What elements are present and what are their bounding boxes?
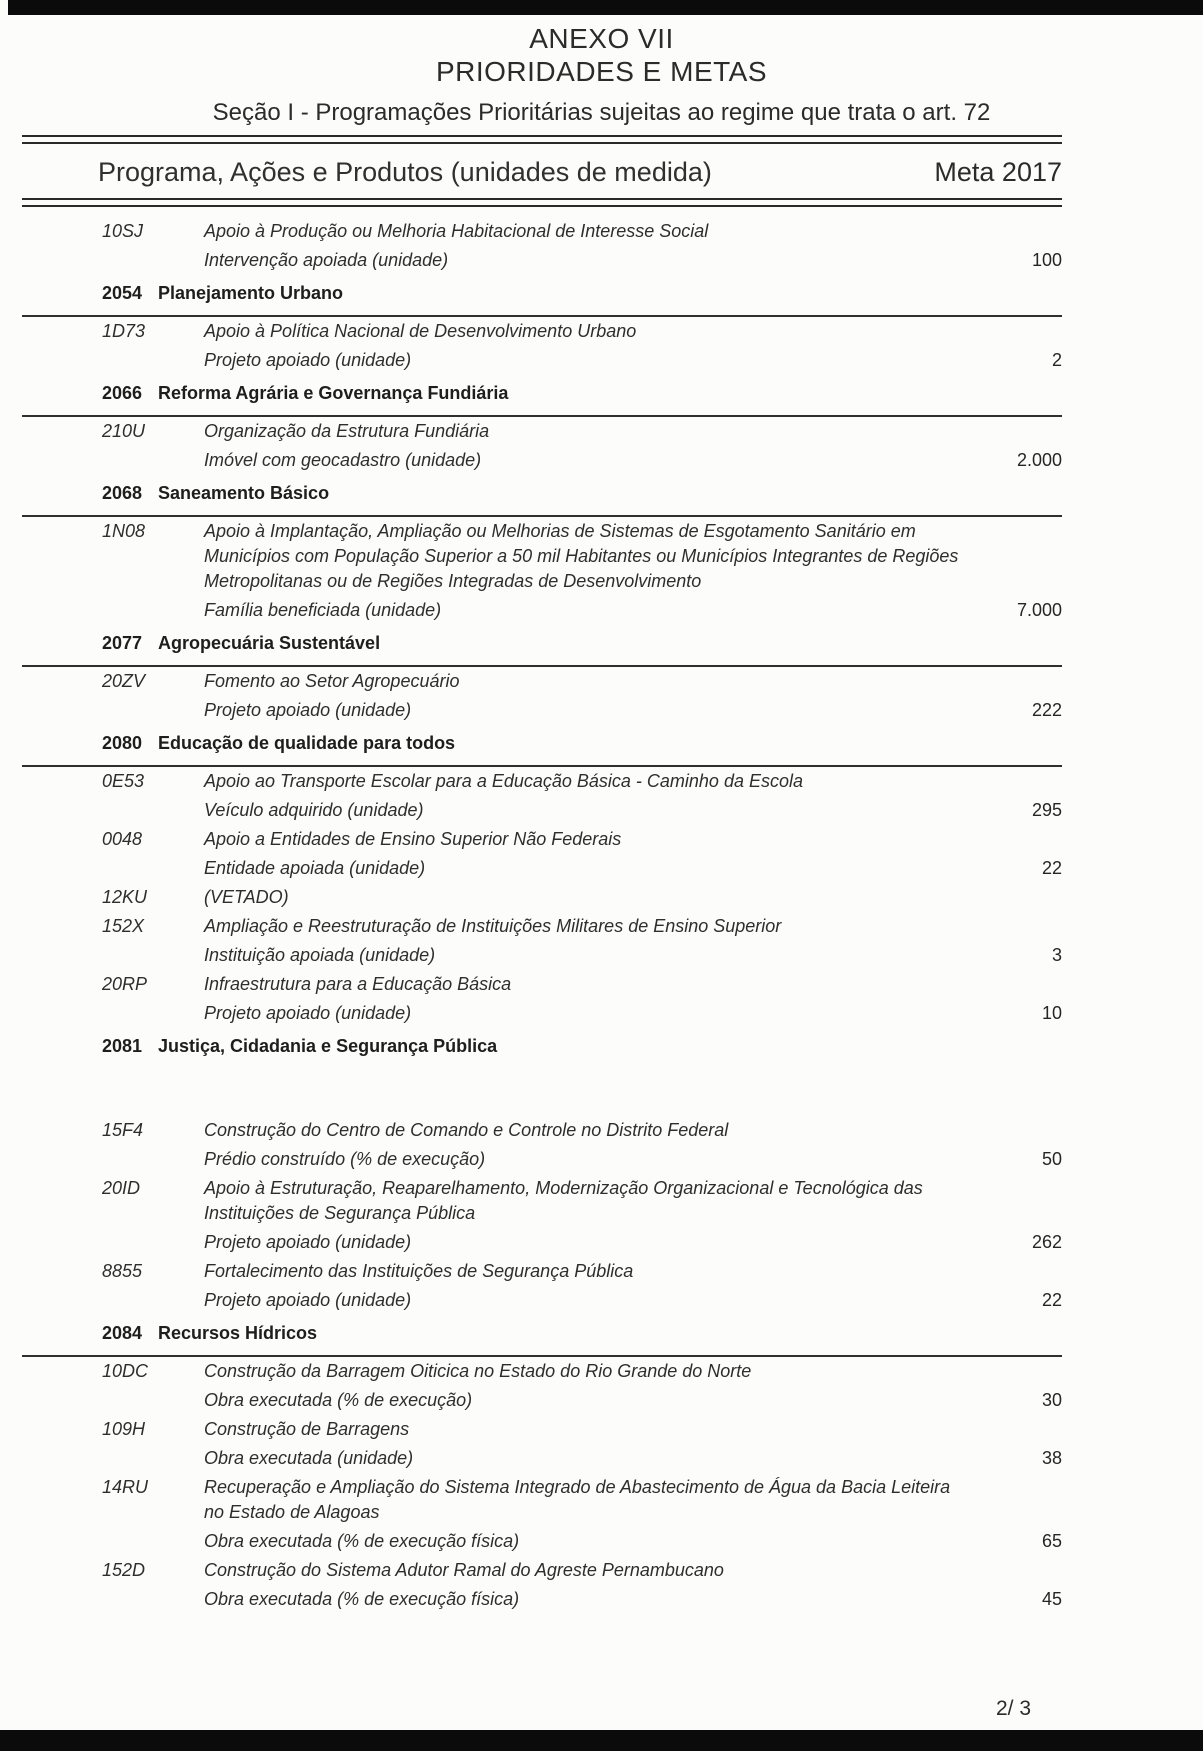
action-row [102,417,1062,446]
row-meta-value: 100 [1031,250,1062,270]
row-meta-value [970,1417,1062,1442]
row-code: 8855 [102,1261,143,1281]
row-meta-value: 30 [1041,1390,1062,1410]
row-text: Recuperação e Ampliação do Sistema Integrado de Abastecimento de Água da Bacia Leiteira no Estado de Alagoas [204,1477,951,1522]
row-meta-value: 3 [1051,945,1062,965]
table-area [0,135,1203,1614]
row-meta-value [970,1321,1062,1346]
divider-double-top [22,135,1062,144]
row-code [102,348,198,373]
row-code: 2080 [102,733,143,753]
action-row [102,883,1062,912]
row-code [102,1446,198,1471]
row-meta-value [970,669,1062,694]
action-row [102,1257,1062,1286]
row-meta-value [970,769,1062,794]
program-row [102,1028,1062,1064]
row-meta-value [970,827,1062,852]
row-text: Ampliação e Reestruturação de Instituições Militares de Ensino Superior [204,916,782,936]
row-code: 20RP [102,974,148,994]
product-row [102,999,1062,1028]
action-row [102,667,1062,696]
program-row [22,475,1062,517]
row-meta-value: 222 [1031,700,1062,720]
product-row [102,1228,1062,1257]
row-code: 2084 [102,1323,143,1343]
row-text: Apoio à Implantação, Ampliação ou Melhorias de Sistemas de Esgotamento Sanitário em Municípios com População Superior a 50 mil Habitantes ou Municípios Integrantes de Regiões Metropolitanas ou de Regiões Integradas de Desenvolvimento [204,521,959,591]
program-row [22,725,1062,767]
row-code: 2054 [102,283,143,303]
row-meta-value: 2.000 [1016,450,1062,470]
row-meta-value: 65 [1041,1531,1062,1551]
row-text: Prédio construído (% de execução) [204,1149,486,1169]
row-text: Apoio ao Transporte Escolar para a Educação Básica - Caminho da Escola [204,771,803,791]
product-row [102,346,1062,375]
document-title-line1: ANEXO VII [529,23,674,54]
row-meta-value: 10 [1041,1003,1062,1023]
row-code [102,1147,198,1172]
document-title-line2: PRIORIDADES E METAS [435,56,768,87]
row-meta-value [970,1259,1062,1284]
row-meta-value [970,481,1062,506]
row-code [102,698,198,723]
section-heading: Seção I - Programações Prioritárias sujeitas ao regime que trata o art. 72 [212,99,991,126]
title-block [0,0,1203,128]
row-code [102,1288,198,1313]
row-text: Família beneficiada (unidade) [204,600,442,620]
row-meta-value [970,219,1062,244]
row-code: 109H [102,1419,146,1439]
row-meta-value [970,381,1062,406]
row-code [102,856,198,881]
row-meta-value: 38 [1041,1448,1062,1468]
row-code [102,448,198,473]
row-text: Construção do Centro de Comando e Controle no Distrito Federal [204,1120,729,1140]
product-row [102,1145,1062,1174]
row-text: Infraestrutura para a Educação Básica [204,974,512,994]
action-row [102,767,1062,796]
row-text: Projeto apoiado (unidade) [204,1003,412,1023]
row-meta-value [970,319,1062,344]
row-text: Apoio à Estruturação, Reaparelhamento, Modernização Organizacional e Tecnológica das Instituições de Segurança Pública [204,1178,923,1223]
scan-edge-top [8,0,1203,15]
row-meta-value [970,885,1062,910]
action-row [102,317,1062,346]
row-meta-value: 50 [1041,1149,1062,1169]
row-text: Agropecuária Sustentável [158,633,381,653]
divider-double-header [22,198,1062,207]
column-header-meta: Meta 2017 [934,157,1062,187]
row-meta-value [970,419,1062,444]
row-meta-value [970,631,1062,656]
row-code [102,248,198,273]
row-meta-value [970,1034,1062,1059]
row-code: 2068 [102,483,143,503]
product-row [102,1444,1062,1473]
row-meta-value [970,731,1062,756]
row-text: Recursos Hídricos [158,1323,318,1343]
row-code: 1N08 [102,521,146,541]
row-code [102,1587,198,1612]
row-text: Intervenção apoiada (unidade) [204,250,449,270]
row-meta-value: 7.000 [1016,600,1062,620]
row-meta-value: 22 [1041,858,1062,878]
product-row [102,941,1062,970]
row-code: 10SJ [102,221,144,241]
row-text: Fortalecimento das Instituições de Segurança Pública [204,1261,634,1281]
product-row [102,446,1062,475]
row-meta-value: 295 [1031,800,1062,820]
row-code: 20ZV [102,671,146,691]
action-row [102,970,1062,999]
product-row [102,1585,1062,1614]
row-text: Apoio à Produção ou Melhoria Habitacional de Interesse Social [204,221,709,241]
row-code [102,1230,198,1255]
table-header [22,144,1062,198]
program-row [22,375,1062,417]
row-text: Projeto apoiado (unidade) [204,1290,412,1310]
action-row [102,912,1062,941]
row-meta-value [970,972,1062,997]
row-code [102,1529,198,1554]
row-meta-value [970,1359,1062,1384]
row-text: Obra executada (unidade) [204,1448,414,1468]
product-row [102,1286,1062,1315]
row-meta-value [970,914,1062,939]
row-text: Construção de Barragens [204,1419,410,1439]
row-text: Construção do Sistema Adutor Ramal do Agreste Pernambucano [204,1560,724,1580]
product-row [102,1386,1062,1415]
row-meta-value [970,519,1062,594]
product-row [102,1527,1062,1556]
row-text: Imóvel com geocadastro (unidade) [204,450,482,470]
table-rows [22,207,1062,1614]
row-text: Apoio a Entidades de Ensino Superior Não Federais [204,829,622,849]
row-text: Saneamento Básico [158,483,330,503]
column-header-programs: Programa, Ações e Produtos (unidades de medida) [98,157,712,187]
product-row [102,796,1062,825]
row-text: Projeto apoiado (unidade) [204,700,412,720]
row-code [102,798,198,823]
row-code: 2066 [102,383,143,403]
row-text: Construção da Barragem Oiticica no Estado do Rio Grande do Norte [204,1361,752,1381]
row-text: Obra executada (% de execução física) [204,1531,520,1551]
row-text: Entidade apoiada (unidade) [204,858,426,878]
row-text: Planejamento Urbano [158,283,344,303]
row-meta-value: 262 [1031,1232,1062,1252]
row-code [102,1388,198,1413]
row-meta-value: 22 [1041,1290,1062,1310]
row-text: Veículo adquirido (unidade) [204,800,424,820]
row-meta-value [970,1118,1062,1143]
row-text: Obra executada (% de execução) [204,1390,473,1410]
action-row [102,217,1062,246]
row-text: Organização da Estrutura Fundiária [204,421,490,441]
product-row [102,854,1062,883]
row-code: 2081 [102,1036,143,1056]
row-text: (VETADO) [204,887,289,907]
page-number: 2/ 3 [995,1697,1031,1720]
row-meta-value: 2 [1051,350,1062,370]
row-code [102,1001,198,1026]
row-code: 10DC [102,1361,149,1381]
action-row [102,825,1062,854]
row-code: 0048 [102,829,143,849]
product-row [102,696,1062,725]
row-text: Justiça, Cidadania e Segurança Pública [158,1036,498,1056]
program-row [22,1315,1062,1357]
row-meta-value [970,1475,1062,1525]
row-code: 210U [102,421,146,441]
row-code: 2077 [102,633,143,653]
row-text: Fomento ao Setor Agropecuário [204,671,460,691]
row-code: 1D73 [102,321,146,341]
row-text: Educação de qualidade para todos [158,733,456,753]
product-row [102,596,1062,625]
action-row [102,1357,1062,1386]
row-code: 152D [102,1560,146,1580]
row-code [102,598,198,623]
row-meta-value [970,1176,1062,1226]
row-code: 14RU [102,1477,149,1497]
action-row [102,1556,1062,1585]
product-row [102,246,1062,275]
row-meta-value [970,281,1062,306]
row-text: Instituição apoiada (unidade) [204,945,436,965]
row-code: 12KU [102,887,148,907]
action-row [102,1174,1062,1228]
row-text: Obra executada (% de execução física) [204,1589,520,1609]
action-row [102,1116,1062,1145]
row-text: Apoio à Política Nacional de Desenvolvimento Urbano [204,321,637,341]
row-text: Projeto apoiado (unidade) [204,350,412,370]
row-meta-value: 45 [1041,1589,1062,1609]
action-row [102,1473,1062,1527]
action-row [102,1415,1062,1444]
scan-edge-bottom [0,1730,1203,1751]
row-code: 15F4 [102,1120,144,1140]
row-text: Reforma Agrária e Governança Fundiária [158,383,509,403]
program-row [22,625,1062,667]
row-code [102,943,198,968]
action-row [102,517,1062,596]
row-code: 20ID [102,1178,141,1198]
program-row [22,275,1062,317]
row-meta-value [970,1558,1062,1583]
row-code: 152X [102,916,145,936]
row-text: Projeto apoiado (unidade) [204,1232,412,1252]
row-code: 0E53 [102,771,145,791]
